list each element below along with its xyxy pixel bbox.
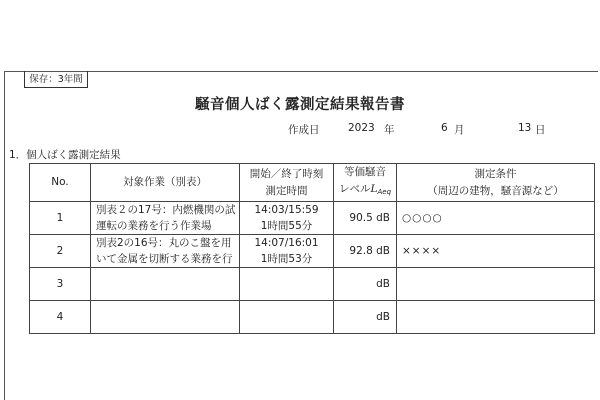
header-no: No. xyxy=(30,164,91,202)
row-conditions: ×××× xyxy=(397,235,595,268)
table-row xyxy=(30,268,595,301)
header-time-line1: 開始／終了時刻 xyxy=(249,167,324,180)
row-task xyxy=(91,235,240,268)
table-row xyxy=(30,301,595,334)
row-task xyxy=(91,202,240,235)
exposure-results-table xyxy=(29,163,595,334)
table-row xyxy=(30,235,595,268)
row-task-line1: 別表2の16号：丸のこ盤を用 xyxy=(96,237,232,249)
row-level: dB xyxy=(334,301,397,334)
row-conditions xyxy=(397,301,595,334)
form-frame-left-border xyxy=(4,71,5,400)
row-level: 92.8 dB xyxy=(334,235,397,268)
row-task xyxy=(91,268,240,301)
section-heading: 1．個人ばく露測定結果 xyxy=(9,149,121,161)
header-time xyxy=(240,164,334,202)
header-cond-line2: （周辺の建物，騒音源など） xyxy=(427,184,564,197)
row-time xyxy=(240,202,334,235)
header-conditions xyxy=(397,164,595,202)
row-no: 1 xyxy=(30,202,91,235)
header-level-prefix: レベル xyxy=(338,183,371,195)
row-no: 3 xyxy=(30,268,91,301)
date-day-unit: 日 xyxy=(535,124,546,136)
row-time xyxy=(240,301,334,334)
row-task-line2: 運転の業務を行う作業場 xyxy=(96,220,212,232)
header-time-line2: 測定時間 xyxy=(265,184,308,197)
date-label: 作成日 xyxy=(288,124,320,136)
header-cond-line1: 測定条件 xyxy=(474,167,517,180)
row-time-line1: 14:07/16:01 xyxy=(254,237,319,249)
row-task-line2: いて金属を切断する業務を行 xyxy=(96,253,233,265)
row-time-line2: 1時間55分 xyxy=(260,220,313,232)
header-level-line1: 等価騒音 xyxy=(344,166,386,178)
form-frame-top-border xyxy=(4,71,598,72)
date-month-unit: 月 xyxy=(454,124,465,136)
row-time-line1: 14:03/15:59 xyxy=(254,204,319,216)
table-header-row xyxy=(30,164,595,202)
header-level xyxy=(334,164,397,202)
header-level-line2 xyxy=(334,181,396,201)
row-level: dB xyxy=(334,268,397,301)
table-row xyxy=(30,202,595,235)
row-time-line2: 1時間53分 xyxy=(260,253,313,265)
row-level: 90.5 dB xyxy=(334,202,397,235)
retention-period-box: 保存：3年間 xyxy=(24,71,88,88)
row-task-line1: 別表２の17号：内燃機関の試 xyxy=(96,204,236,216)
row-conditions xyxy=(397,268,595,301)
date-year-unit: 年 xyxy=(384,124,395,136)
header-level-subscript: Aeq xyxy=(377,188,392,196)
row-no: 2 xyxy=(30,235,91,268)
date-day-value: 13 xyxy=(518,122,532,134)
date-month-value: 6 xyxy=(441,122,448,134)
header-level-symbol: L xyxy=(370,183,378,195)
date-year-value: 2023 xyxy=(348,122,375,134)
row-task xyxy=(91,301,240,334)
report-title: 騒音個人ばく露測定結果報告書 xyxy=(195,97,405,113)
row-time xyxy=(240,235,334,268)
header-task: 対象作業（別表） xyxy=(91,164,240,202)
row-time xyxy=(240,268,334,301)
row-conditions: ○○○○ xyxy=(397,202,595,235)
row-no: 4 xyxy=(30,301,91,334)
